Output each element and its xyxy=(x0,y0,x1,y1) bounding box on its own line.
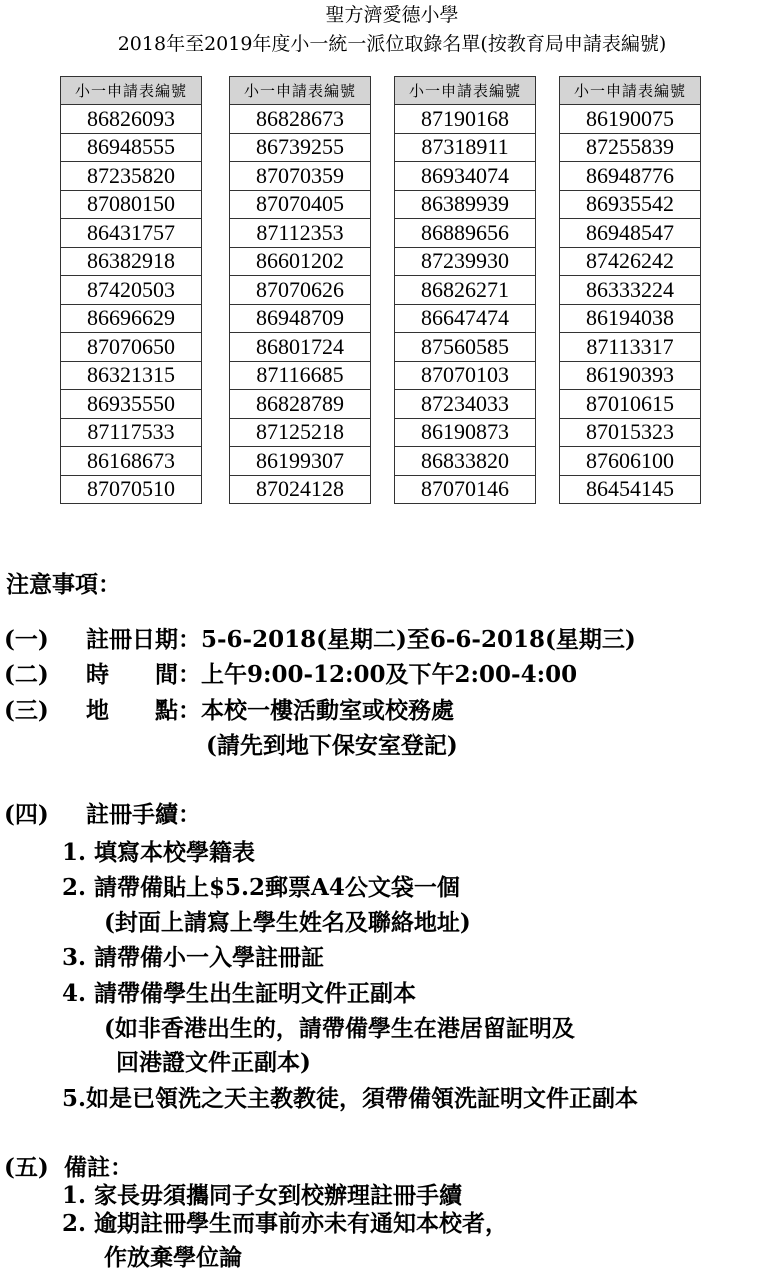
application-number-cell: 86828789 xyxy=(230,390,371,419)
table-row xyxy=(560,162,701,191)
table-row xyxy=(395,304,536,333)
application-number-cell: 87070510 xyxy=(61,475,202,504)
table-row xyxy=(395,475,536,504)
table-row xyxy=(61,418,202,447)
table-row xyxy=(560,219,701,248)
table-row xyxy=(560,333,701,362)
application-number-cell: 87070359 xyxy=(230,162,371,191)
application-number-cell: 87070103 xyxy=(395,361,536,390)
remarks-title: 備註： xyxy=(64,1154,133,1181)
application-number-table-2 xyxy=(229,76,371,504)
application-number-cell: 87117533 xyxy=(61,418,202,447)
table-row xyxy=(61,475,202,504)
table-row xyxy=(61,219,202,248)
application-number-cell: 87606100 xyxy=(560,447,701,476)
note-label: 間 xyxy=(155,661,178,688)
table-row xyxy=(395,162,536,191)
table-row xyxy=(230,475,371,504)
table-row xyxy=(395,447,536,476)
application-number-cell: 86696629 xyxy=(61,304,202,333)
table-row xyxy=(61,390,202,419)
table-row xyxy=(230,390,371,419)
table-row xyxy=(61,133,202,162)
procedure-step: 4. 請帶備學生出生証明文件正副本 xyxy=(62,980,417,1007)
remarks-heading xyxy=(4,1153,133,1183)
application-number-cell: 87116685 xyxy=(230,361,371,390)
application-number-cell: 87318911 xyxy=(395,133,536,162)
table-row xyxy=(61,333,202,362)
application-number-cell: 87426242 xyxy=(560,247,701,276)
application-number-cell: 87070146 xyxy=(395,475,536,504)
note-label: 時 xyxy=(86,661,109,688)
application-number-cell: 86948776 xyxy=(560,162,701,191)
application-number-cell: 86454145 xyxy=(560,475,701,504)
table-row xyxy=(395,333,536,362)
application-number-cell: 87015323 xyxy=(560,418,701,447)
table-row xyxy=(560,447,701,476)
note-registration-date xyxy=(4,625,636,655)
table-row xyxy=(395,190,536,219)
procedure-step: 2. 請帶備貼上$5.2郵票A4公文袋一個 xyxy=(62,874,460,901)
colon: ： xyxy=(178,626,201,653)
note-number: (四) xyxy=(4,801,49,828)
procedure-step: 5.如是已領洗之天主教教徒，須帶備領洗証明文件正副本 xyxy=(62,1085,639,1112)
note-label: 註冊日期 xyxy=(86,626,178,653)
application-number-cell: 86801724 xyxy=(230,333,371,362)
note-number: (二) xyxy=(4,661,49,688)
table-row xyxy=(560,418,701,447)
table-row xyxy=(230,447,371,476)
application-number-cell: 87113317 xyxy=(560,333,701,362)
table-row xyxy=(230,133,371,162)
application-number-cell: 87190168 xyxy=(395,105,536,134)
table-row xyxy=(395,361,536,390)
application-number-cell: 86199307 xyxy=(230,447,371,476)
column-header: 小一申請表編號 xyxy=(230,77,371,105)
application-number-cell: 86168673 xyxy=(61,447,202,476)
application-number-cell: 86194038 xyxy=(560,304,701,333)
procedure-step-sub: (如非香港出生的，請帶備學生在港居留証明及 xyxy=(104,1015,575,1042)
application-number-cell: 86601202 xyxy=(230,247,371,276)
colon: ： xyxy=(178,661,201,688)
table-row xyxy=(230,418,371,447)
remark-item: 1. 家長毋須攜同子女到校辦理註冊手續 xyxy=(62,1182,463,1209)
table-row xyxy=(230,304,371,333)
note-label: 地 xyxy=(86,697,109,724)
application-number-cell: 87080150 xyxy=(61,190,202,219)
application-number-cell: 86935542 xyxy=(560,190,701,219)
table-row xyxy=(61,276,202,305)
table-row xyxy=(230,190,371,219)
procedure-step: 1. 填寫本校學籍表 xyxy=(62,839,256,866)
table-row xyxy=(560,475,701,504)
application-number-cell: 86333224 xyxy=(560,276,701,305)
application-number-cell: 86934074 xyxy=(395,162,536,191)
note-location xyxy=(4,696,454,726)
table-row xyxy=(395,418,536,447)
application-number-cell: 87234033 xyxy=(395,390,536,419)
procedure-heading xyxy=(4,800,201,830)
table-row xyxy=(230,361,371,390)
application-number-cell: 86389939 xyxy=(395,190,536,219)
table-row xyxy=(230,162,371,191)
note-number: (一) xyxy=(4,626,49,653)
table-row xyxy=(61,247,202,276)
note-value: 5-6-2018(星期二)至6-6-2018(星期三) xyxy=(201,626,636,653)
application-number-cell: 87255839 xyxy=(560,133,701,162)
application-number-cell: 87125218 xyxy=(230,418,371,447)
notes-title: 注意事項： xyxy=(6,571,121,598)
application-number-cell: 86647474 xyxy=(395,304,536,333)
table-row xyxy=(61,361,202,390)
application-number-cell: 86190393 xyxy=(560,361,701,390)
table-row xyxy=(61,162,202,191)
application-number-cell: 86190873 xyxy=(395,418,536,447)
application-number-cell: 87235820 xyxy=(61,162,202,191)
table-row xyxy=(395,276,536,305)
application-number-cell: 86826093 xyxy=(61,105,202,134)
column-header: 小一申請表編號 xyxy=(61,77,202,105)
table-row xyxy=(230,276,371,305)
table-row xyxy=(395,390,536,419)
application-number-table-1 xyxy=(60,76,202,504)
application-number-cell: 86190075 xyxy=(560,105,701,134)
application-number-cell: 86889656 xyxy=(395,219,536,248)
table-row xyxy=(61,190,202,219)
table-row xyxy=(560,276,701,305)
application-number-cell: 86935550 xyxy=(61,390,202,419)
table-row xyxy=(560,133,701,162)
application-number-cell: 87112353 xyxy=(230,219,371,248)
table-row xyxy=(61,304,202,333)
application-number-cell: 87560585 xyxy=(395,333,536,362)
table-row xyxy=(560,361,701,390)
table-row xyxy=(560,304,701,333)
application-number-cell: 87010615 xyxy=(560,390,701,419)
table-row xyxy=(560,247,701,276)
remark-item: 2. 逾期註冊學生而事前亦未有通知本校者， xyxy=(62,1210,509,1237)
application-number-cell: 87070650 xyxy=(61,333,202,362)
application-number-cell: 86826271 xyxy=(395,276,536,305)
colon: ： xyxy=(178,697,201,724)
table-row xyxy=(61,447,202,476)
note-number: (五) xyxy=(4,1154,49,1181)
application-number-cell: 87239930 xyxy=(395,247,536,276)
application-number-cell: 86321315 xyxy=(61,361,202,390)
application-number-cell: 86382918 xyxy=(61,247,202,276)
document-title: 2018年至2019年度小一統一派位取錄名單(按教育局申請表編號) xyxy=(117,33,667,55)
table-row xyxy=(230,219,371,248)
application-number-cell: 87070626 xyxy=(230,276,371,305)
note-time xyxy=(4,660,577,690)
table-row xyxy=(395,133,536,162)
application-number-table-3 xyxy=(394,76,536,504)
table-row xyxy=(560,390,701,419)
school-name: 聖方濟愛德小學 xyxy=(325,4,459,26)
table-row xyxy=(395,219,536,248)
application-number-cell: 86948555 xyxy=(61,133,202,162)
application-number-cell: 87024128 xyxy=(230,475,371,504)
table-row xyxy=(560,190,701,219)
note-value: 本校一樓活動室或校務處 xyxy=(201,697,454,724)
procedure-step-sub: (封面上請寫上學生姓名及聯絡地址) xyxy=(104,909,471,936)
table-row xyxy=(395,105,536,134)
application-number-cell: 86948709 xyxy=(230,304,371,333)
application-number-table-4 xyxy=(559,76,701,504)
note-location-sub: (請先到地下保安室登記) xyxy=(206,732,458,759)
application-number-cell: 86833820 xyxy=(395,447,536,476)
table-row xyxy=(61,105,202,134)
table-row xyxy=(560,105,701,134)
table-row xyxy=(395,247,536,276)
note-value: 上午9:00-12:00及下午2:00-4:00 xyxy=(201,661,578,688)
procedure-step: 3. 請帶備小一入學註冊証 xyxy=(62,944,325,971)
table-row xyxy=(230,333,371,362)
note-number: (三) xyxy=(4,697,49,724)
application-number-cell: 87420503 xyxy=(61,276,202,305)
column-header: 小一申請表編號 xyxy=(560,77,701,105)
column-header: 小一申請表編號 xyxy=(395,77,536,105)
remark-item-sub: 作放棄學位論 xyxy=(104,1244,242,1271)
application-number-cell: 86948547 xyxy=(560,219,701,248)
procedure-step-sub: 回港證文件正副本) xyxy=(116,1049,311,1076)
table-row xyxy=(230,105,371,134)
application-number-cell: 86828673 xyxy=(230,105,371,134)
application-number-cell: 87070405 xyxy=(230,190,371,219)
note-label: 點 xyxy=(155,697,178,724)
application-number-cell: 86739255 xyxy=(230,133,371,162)
table-row xyxy=(230,247,371,276)
procedure-title: 註冊手續： xyxy=(86,801,201,828)
application-number-cell: 86431757 xyxy=(61,219,202,248)
